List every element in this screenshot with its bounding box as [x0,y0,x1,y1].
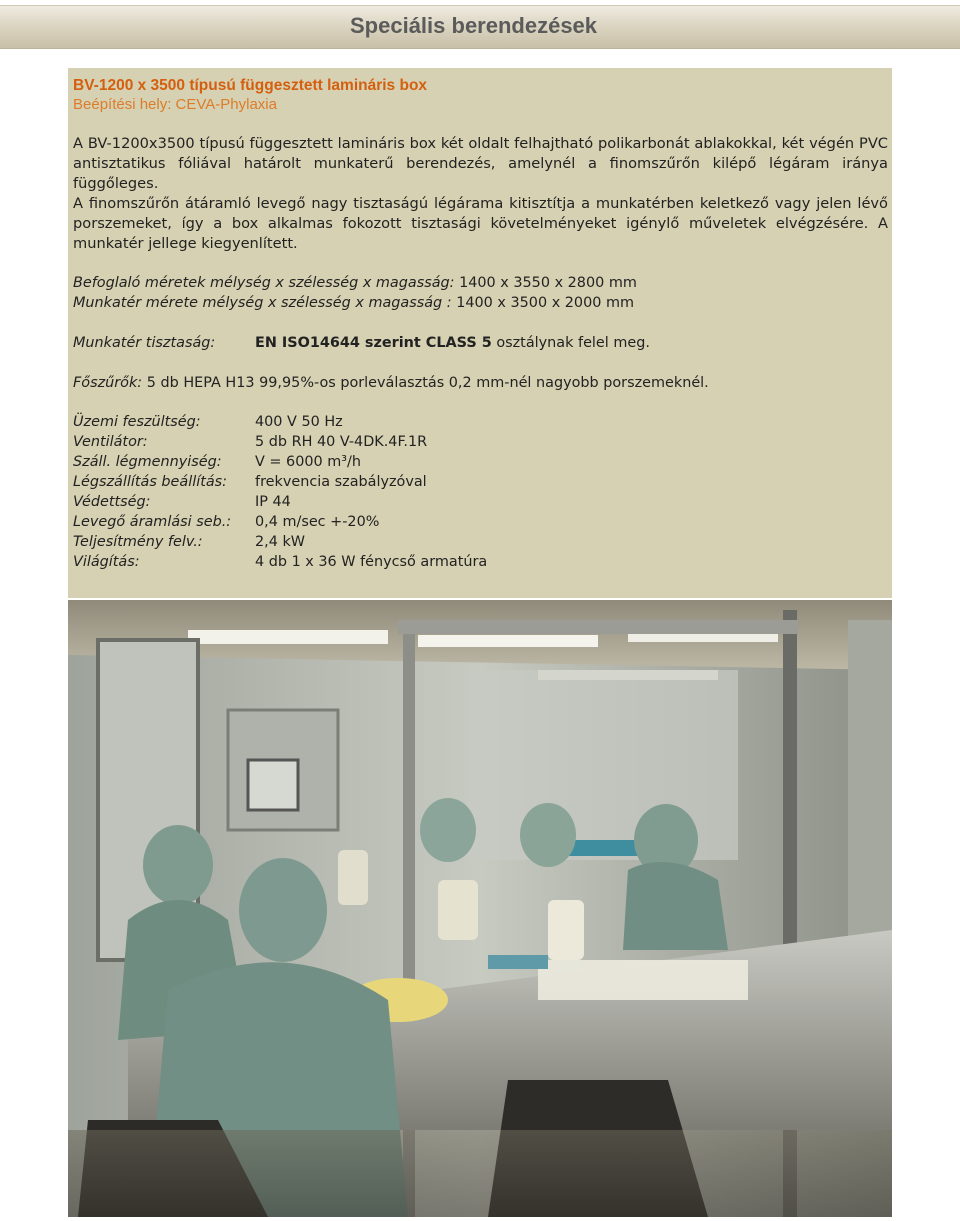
spec-label: Teljesítmény felv.: [73,534,203,550]
cleanliness-row [73,333,888,353]
spec-label: Száll. légmennyiség: [73,454,222,470]
cleanliness-label: Munkatér tisztaság: [73,335,216,351]
spec-value: IP 44 [255,494,291,510]
spec-label: Légszállítás beállítás: [73,474,228,490]
spec-value: 400 V 50 Hz [255,414,343,430]
spec-row [73,552,888,572]
spec-label: Védettség: [73,494,151,510]
cleanroom-photo-illustration [68,600,892,1217]
description-paragraph-2: A finomszűrőn átáramló levegő nagy tisztaságú légárama kitisztítja a munkatérben keletkező vagy jelen lévő porszemeket, így a box alkalmas fokozott tisztasági követelményeket igénylő műveletek elvégzésére. A munkatér jellege kiegyenlített. [73,195,888,252]
cleanliness-value-bold: EN ISO14644 szerint CLASS 5 [255,335,492,351]
spec-value: 2,4 kW [255,534,306,550]
spec-row [73,472,888,492]
spec-value: 4 db 1 x 36 W fénycső armatúra [255,554,488,570]
spec-content [73,76,888,572]
spec-value: frekvencia szabályzóval [255,474,427,490]
description-paragraph-1: A BV-1200x3500 típusú függesztett lamináris box két oldalt felhajtható polikarbonát ablakokkal, két végén PVC antisztatikus fóliával határolt munkaterű berendezés, amelynél a finomszűrőn kilépő légáram iránya függőleges. [73,135,888,192]
spec-row [73,412,888,432]
header-title-wrap [350,13,597,39]
cleanliness-value-rest: osztálynak felel meg. [491,335,650,351]
filters-row [73,373,888,393]
filters-label: Főszűrők: [73,375,143,391]
spec-list [73,412,888,572]
section-subtitle: Beépítési hely: CEVA-Phylaxia [73,96,277,113]
spec-row [73,512,888,532]
laminar-box-photo [68,600,892,1217]
work-dimensions-label: Munkatér mérete mélység x szélesség x magasság : [73,295,452,311]
spec-value: V = 6000 m³/h [255,454,362,470]
spec-row [73,532,888,552]
spec-value: 5 db RH 40 V-4DK.4F.1R [255,434,428,450]
spec-row [73,452,888,472]
spec-label: Világítás: [73,554,140,570]
spec-label: Üzemi feszültség: [73,414,201,430]
section-title: BV-1200 x 3500 típusú függesztett lamináris box [73,77,428,94]
outer-dimensions-value: 1400 x 3550 x 2800 mm [459,275,637,291]
spec-label: Ventilátor: [73,434,148,450]
outer-dimensions-row [73,273,888,293]
spec-row [73,432,888,452]
spec-panel [68,68,892,598]
work-dimensions-value: 1400 x 3500 x 2000 mm [456,295,635,311]
outer-dimensions-label: Befoglaló méretek mélység x szélesség x magasság: [73,275,455,291]
filters-value: 5 db HEPA H13 99,95%-os porleválasztás 0,2 mm-nél nagyobb porszemeknél. [142,375,709,391]
spec-value: 0,4 m/sec +-20% [255,514,380,530]
work-dimensions-row [73,293,888,313]
page-title: Speciális berendezések [350,13,598,38]
spec-label: Levegő áramlási seb.: [73,514,232,530]
spec-row [73,492,888,512]
